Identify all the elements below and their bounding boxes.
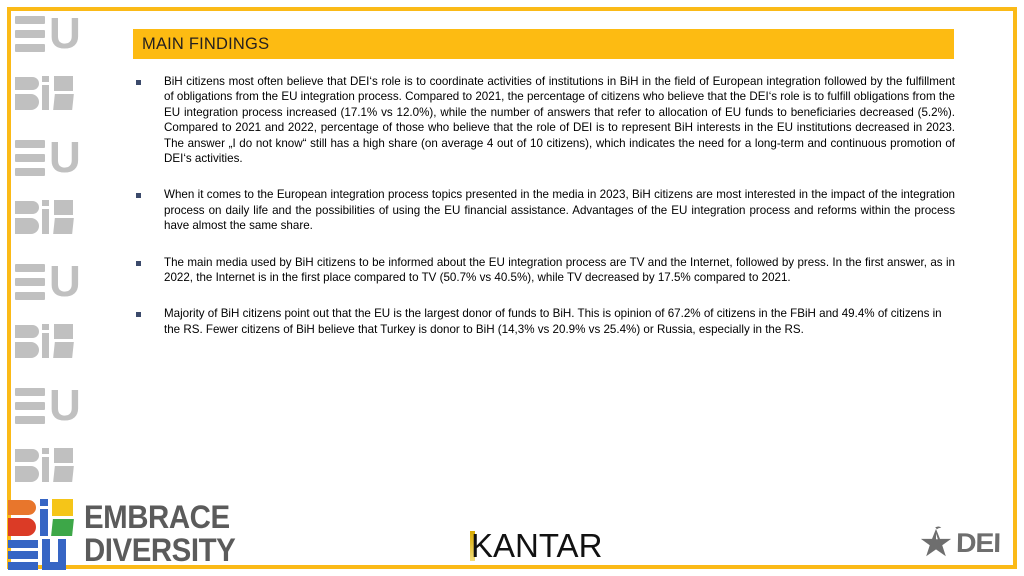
embrace-diversity-logo bbox=[6, 496, 256, 572]
watermark-eu: U bbox=[11, 135, 89, 197]
dei-wordmark: DEI bbox=[955, 527, 1001, 558]
bullet-square-icon bbox=[133, 74, 164, 166]
watermark-eu: U bbox=[11, 259, 89, 321]
dei-logo bbox=[917, 526, 1001, 560]
bullet-square-icon bbox=[133, 255, 164, 286]
kantar-wordmark: KANTAR bbox=[471, 527, 603, 564]
watermark-bih bbox=[11, 197, 89, 259]
bullet-square-icon bbox=[133, 187, 164, 233]
list-item bbox=[133, 306, 955, 337]
slide-title-bar bbox=[133, 29, 954, 59]
finding-text: BiH citizens most often believe that DEI‘s role is to coordinate activities of institutions in BiH in the field of European integration followed by the fulfillment of obligations from the EU integration process. Compared to 2021, the percentage of citizens who believe that the DEI‘s role is to fulfill obligations from the EU integration process increased (17.1% vs 12.0%), while the number of answers that refer to allocation of EU funds to beneficiaries decreased (5.2%). Compared to 2021 and 2022, percentage of those who believe that the role of DEI is to represent BiH interests in the EU institutions decreased in 2023. The answer „I do not know“ still has a high share (on average 4 out of 10 citizens), which indicates the need for a long-term and continuous promotion of DEI‘s activities. bbox=[164, 75, 955, 166]
embrace-line: EMBRACE bbox=[84, 499, 230, 535]
finding-text: The main media used by BiH citizens to be informed about the EU integration process are TV and the Internet, followed by press. In the first answer, as in 2022, the Internet is in the first place compared to TV (50.7% vs 40.5%), while TV decreased by 17.5% compared to 2021. bbox=[164, 255, 955, 285]
watermark-bih bbox=[11, 321, 89, 383]
watermark-eu: U bbox=[11, 383, 89, 445]
findings-list bbox=[133, 74, 955, 358]
star-icon bbox=[917, 526, 955, 560]
diversity-line: DIVERSITY bbox=[84, 532, 236, 568]
bullet-square-icon bbox=[133, 306, 164, 337]
kantar-logo bbox=[470, 527, 603, 564]
watermark-bih bbox=[11, 73, 89, 135]
page-title: MAIN FINDINGS bbox=[142, 34, 270, 53]
list-item bbox=[133, 187, 955, 233]
list-item bbox=[133, 255, 955, 286]
embrace-diversity-wordmark bbox=[84, 501, 235, 567]
finding-text: When it comes to the European integration process topics presented in the media in 2023, BiH citizens are most interested in the impact of the integration process on daily life and the possibilities of using the EU financial assistance. Advantages of the EU integration process and reforms within the process have almost the same share. bbox=[164, 188, 955, 233]
finding-text: Majority of BiH citizens point out that the EU is the largest donor of funds to BiH. This is opinion of 67.2% of citizens in the FBiH and 49.4% of citizens in the RS. Fewer citizens of BiH believe that Turkey is donor to BiH (14,3% vs 20.9% vs 25.4%) or Russia, especially in the RS. bbox=[164, 307, 942, 336]
watermark-eu: U bbox=[11, 11, 89, 73]
list-item bbox=[133, 74, 955, 166]
watermark-strip bbox=[11, 11, 89, 511]
bih-eu-mark-icon bbox=[6, 498, 76, 570]
